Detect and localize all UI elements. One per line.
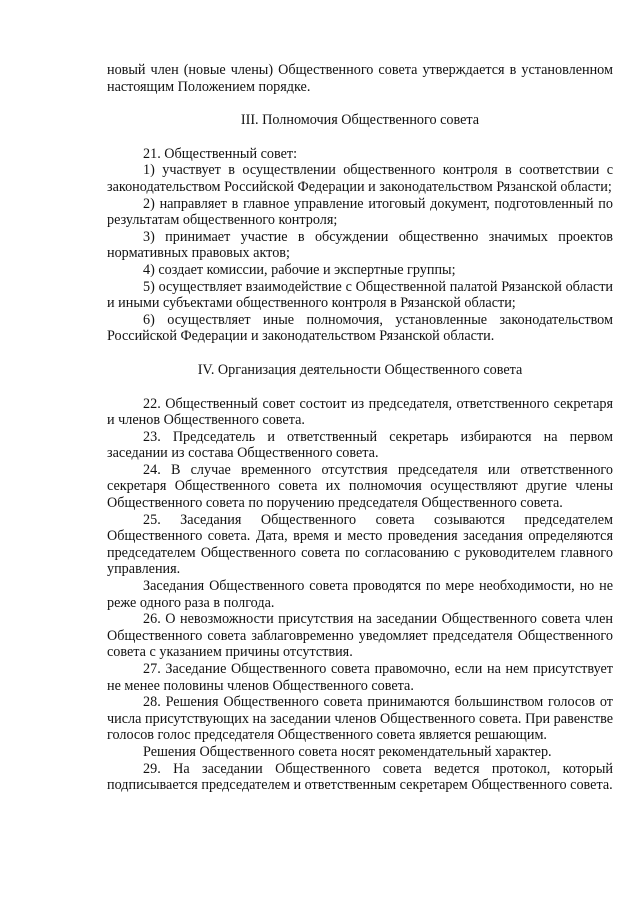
item-4: 4) создает комиссии, рабочие и экспертные группы;: [143, 261, 456, 278]
section-4-heading: IV. Организация деятельности Общественного совета: [197, 361, 523, 378]
paragraph-26: 26. О невозможности присутствия на заседании Общественного совета член Общественного совета заблаговременно уведомляет председателя Общественного совета с указанием причины отсутствия.: [107, 611, 613, 661]
paragraph-27: 27. Заседание Общественного совета правомочно, если на нем присутствует не менее половины членов Общественного совета.: [107, 661, 613, 694]
paragraph-28: 28. Решения Общественного совета принимаются большинством голосов от числа присутствующих на заседании членов Общественного совета. При равенстве голосов голос председателя Общественного совета является решающим.: [107, 694, 613, 744]
paragraph-24: 24. В случае временного отсутствия председателя или ответственного секретаря Общественного совета их полномочия осуществляют другие члены Общественного совета по поручению председателя Общественного совета.: [107, 461, 613, 512]
intro-paragraph: новый член (новые члены) Общественного совета утверждается в установленном настоящим Положением порядке.: [107, 62, 613, 95]
section-3-heading: III. Полномочия Общественного совета: [240, 112, 480, 129]
paragraph-25: 25. Заседания Общественного совета созываются председателем Общественного совета. Дата, время и место проведения заседания определяются председателем Общественного совета по согласованию с руководителем главного управления.: [107, 511, 613, 578]
paragraph-25-continued: Заседания Общественного совета проводятся по мере необходимости, но не реже одного раза в полгода.: [107, 578, 613, 611]
paragraph-23: 23. Председатель и ответственный секретарь избираются на первом заседании из состава Общественного совета.: [107, 428, 613, 462]
item-2: 2) направляет в главное управление итоговый документ, подготовленный по результатам общественного контроля;: [107, 195, 613, 229]
paragraph-22: 22. Общественный совет состоит из председателя, ответственного секретаря и членов Общественного совета.: [107, 395, 613, 429]
section-3-body: [107, 146, 613, 345]
paragraph-21: 21. Общественный совет:: [143, 145, 298, 162]
section-4-body: [107, 396, 613, 794]
item-5: 5) осуществляет взаимодействие с Общественной палатой Рязанской области и иными субъектами общественного контроля в Рязанской области;: [107, 278, 613, 312]
item-3: 3) принимает участие в обсуждении общественно значимых проектов нормативных правовых актов;: [107, 228, 613, 262]
paragraph-28-continued: Решения Общественного совета носят рекомендательный характер.: [143, 743, 552, 760]
item-6: 6) осуществляет иные полномочия, установленные законодательством Российской Федерации и законодательством Рязанской области.: [107, 311, 613, 345]
item-1: 1) участвует в осуществлении общественного контроля в соответствии с законодательством Российской Федерации и законодательством Рязанской области;: [107, 162, 613, 195]
document-page: [107, 62, 613, 794]
paragraph-29: 29. На заседании Общественного совета ведется протокол, который подписывается председателем и ответственным секретарем Общественного совета.: [107, 760, 613, 794]
